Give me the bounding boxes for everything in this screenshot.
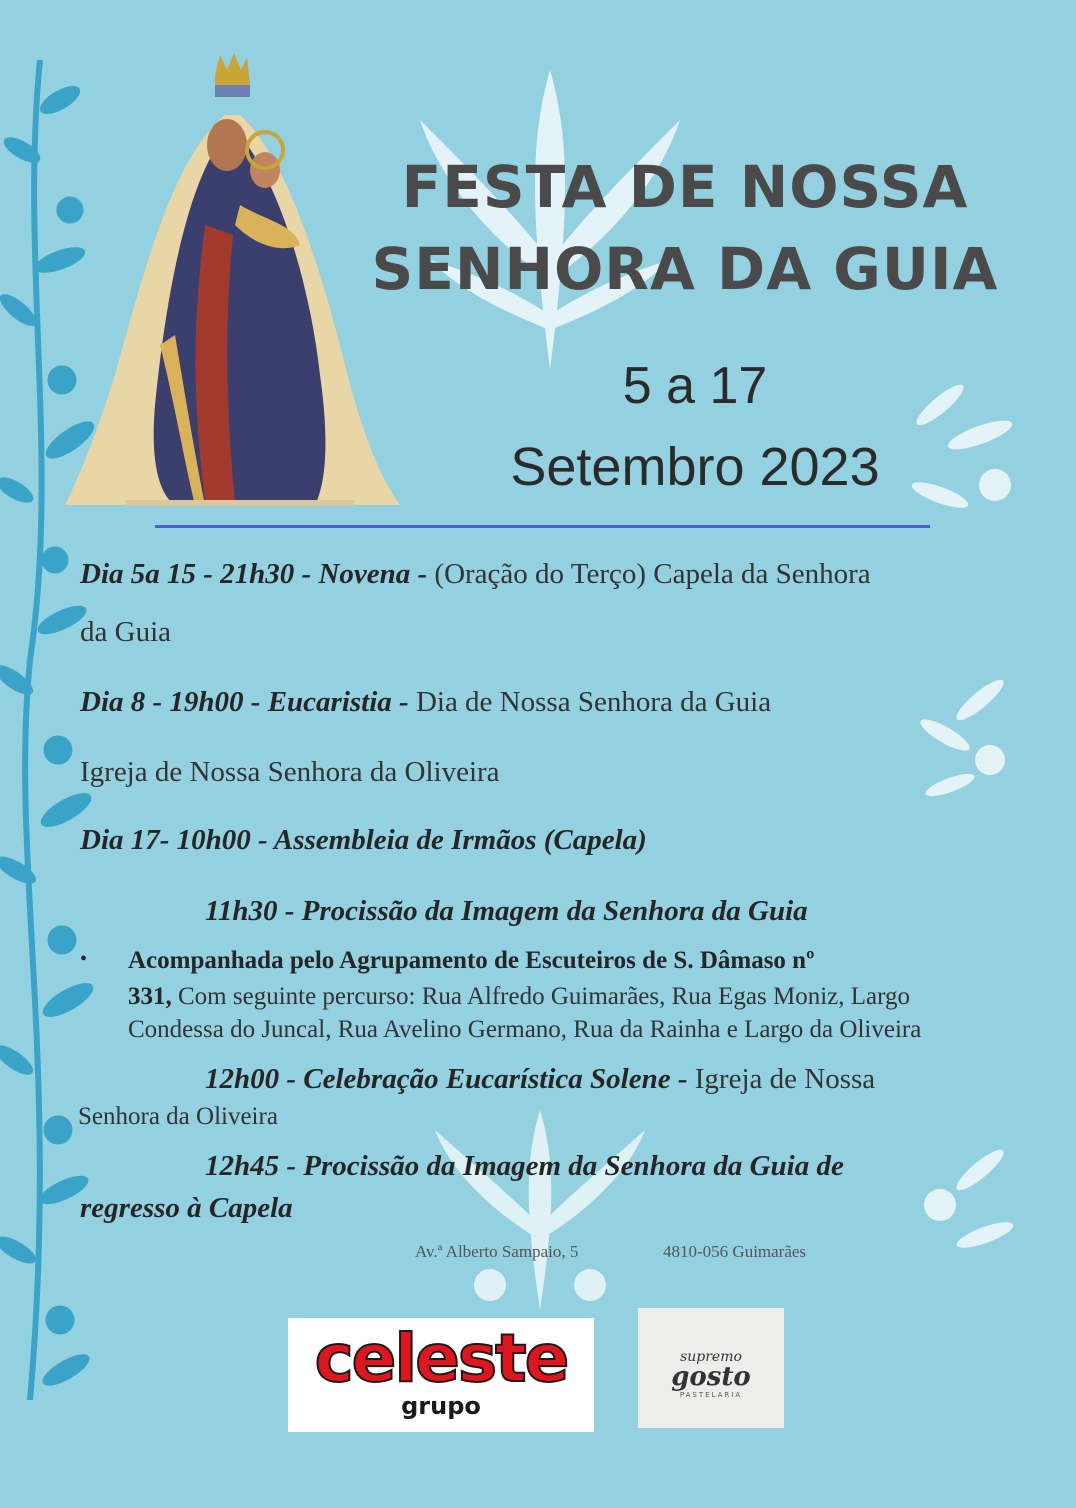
supremo-gosto-logo <box>638 1308 784 1428</box>
divider-line <box>155 525 930 528</box>
address-street: Av.ª Alberto Sampaio, 5 <box>415 1242 579 1261</box>
dates-range: 5 a 17 <box>622 357 768 415</box>
program-item-eucaristia <box>80 688 771 717</box>
title-line-1: FESTA DE NOSSA <box>401 153 969 221</box>
program-item-regresso: 12h45 - Procissão da Imagem da Senhora da Guia de <box>205 1150 844 1182</box>
celebracao-text: Igreja de Nossa <box>687 1063 876 1095</box>
eucaristia-heading: Dia 8 - 19h00 - Eucaristia - <box>80 686 409 718</box>
program-item-novena <box>80 560 871 589</box>
bullet-line-2 <box>128 984 910 1009</box>
celeste-logo-text: celeste <box>314 1320 568 1397</box>
supremo-logo-main: gosto <box>671 1362 751 1392</box>
program-item-celebracao <box>205 1065 875 1094</box>
right-white-ornament-3 <box>900 1145 1030 1275</box>
program-item-procissao: 11h30 - Procissão da Imagem da Senhora da Guia <box>205 895 808 927</box>
program-item-assembleia: Dia 17- 10h00 - Assembleia de Irmãos (Capela) <box>80 824 647 856</box>
novena-text: (Oração do Terço) Capela da Senhora <box>427 558 871 590</box>
title-line-2: SENHORA DA GUIA <box>371 235 999 303</box>
celebracao-continuation: Senhora da Oliveira <box>78 1103 278 1130</box>
supremo-logo-sub: PASTELARIA <box>679 1391 743 1399</box>
novena-continuation: da Guia <box>80 616 171 648</box>
regresso-continuation: regresso à Capela <box>80 1192 293 1224</box>
dates-month-year: Setembro 2023 <box>510 437 880 497</box>
celebracao-heading: 12h00 - Celebração Eucarística Solene - <box>205 1063 688 1095</box>
celeste-logo-sub: grupo <box>401 1392 481 1420</box>
address-city: 4810-056 Guimarães <box>663 1242 807 1261</box>
bullet-number: 331, <box>128 983 172 1010</box>
right-white-ornament-2 <box>910 675 1030 805</box>
celeste-logo <box>288 1318 594 1432</box>
bullet-route-1: Com seguinte percurso: Rua Alfredo Guimarães, Rua Egas Moniz, Largo <box>171 983 911 1010</box>
eucaristia-text: Dia de Nossa Senhora da Guia <box>408 686 772 718</box>
bullet-line-3: Condessa do Juncal, Rua Avelino Germano, Rua da Rainha e Largo da Oliveira <box>128 1016 922 1043</box>
bullet-icon: • <box>80 948 88 970</box>
supremo-logo-top: supremo <box>680 1349 742 1365</box>
bottom-white-ornament <box>420 1100 660 1320</box>
eucaristia-continuation: Igreja de Nossa Senhora da Oliveira <box>80 756 500 788</box>
bullet-line-1: Acompanhada pelo Agrupamento de Escuteiros de S. Dâmaso nº <box>128 947 815 974</box>
novena-heading: Dia 5a 15 - 21h30 - Novena - <box>80 558 428 590</box>
